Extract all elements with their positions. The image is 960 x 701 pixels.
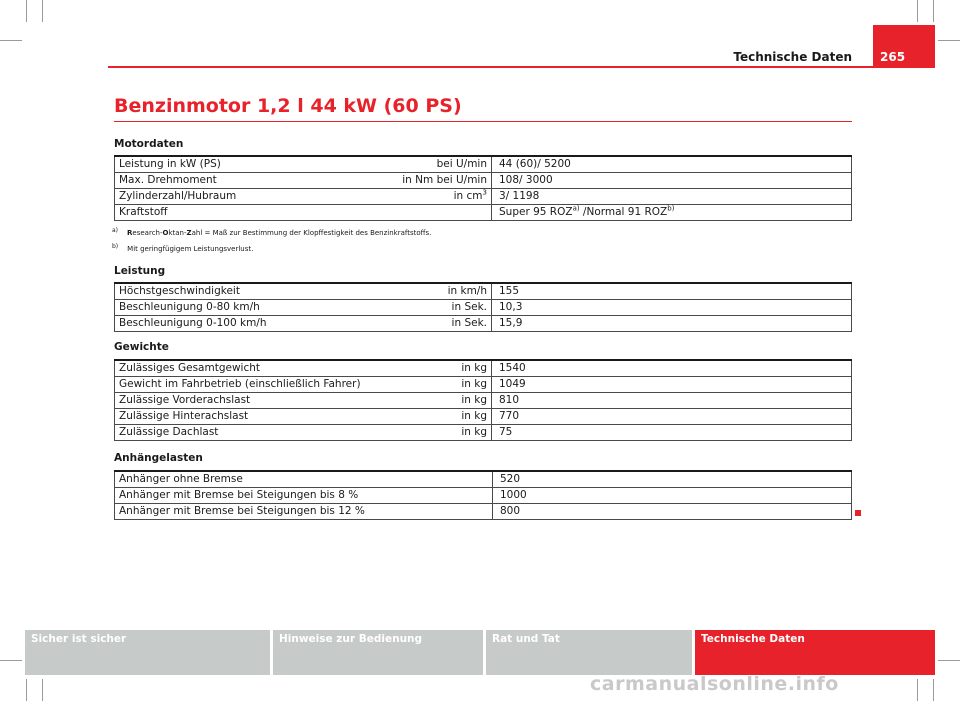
row-value: 810	[492, 393, 852, 409]
footnote-bold: Z	[186, 229, 192, 237]
crop-mark	[42, 0, 43, 22]
motordaten-table	[114, 155, 852, 221]
row-label: Anhänger mit Bremse bei Steigungen bis 8 %	[115, 488, 493, 504]
row-unit: bei U/min	[363, 156, 492, 173]
row-unit: in kg	[363, 377, 492, 393]
footnote-mark: a)	[112, 226, 119, 234]
row-label: Beschleunigung 0-80 km/h	[115, 300, 364, 316]
page-title: Benzinmotor 1,2 l 44 kW (60 PS)	[114, 95, 462, 117]
row-label: Zulässige Vorderachslast	[115, 393, 364, 409]
row-value	[492, 205, 852, 221]
header-rule	[108, 66, 873, 68]
row-value: 108/ 3000	[492, 173, 852, 189]
section-heading-motordaten: Motordaten	[114, 138, 184, 150]
row-label: Zylinderzahl/Hubraum	[115, 189, 364, 205]
table-row	[115, 377, 852, 393]
row-label: Kraftstoff	[115, 205, 364, 221]
unit-superscript: 3	[482, 188, 487, 197]
section-heading-gewichte: Gewichte	[114, 341, 169, 353]
row-unit: in kg	[363, 409, 492, 425]
row-label: Zulässige Hinterachslast	[115, 409, 364, 425]
crop-mark	[42, 679, 43, 701]
table-row	[115, 360, 852, 377]
table-row	[115, 425, 852, 441]
anhaengelasten-table	[114, 470, 852, 520]
footnote-bold: R	[127, 229, 133, 237]
row-unit: in Sek.	[363, 300, 492, 316]
crop-mark	[26, 679, 27, 701]
gewichte-table	[114, 359, 852, 441]
row-label: Zulässiges Gesamtgewicht	[115, 360, 364, 377]
table-row	[115, 283, 852, 300]
crop-mark	[938, 660, 960, 661]
table-row	[115, 205, 852, 221]
footnote-text: ktan-	[168, 229, 187, 237]
footnote-mark: b)	[112, 242, 119, 250]
row-label: Beschleunigung 0-100 km/h	[115, 316, 364, 332]
footnote-bold: O	[162, 229, 169, 237]
section-end-marker	[855, 510, 861, 516]
tab-rat-und-tat[interactable]: Rat und Tat	[486, 630, 692, 675]
row-unit: in km/h	[363, 283, 492, 300]
crop-mark	[917, 0, 918, 22]
table-row	[115, 173, 852, 189]
row-value: 800	[493, 504, 852, 520]
unit-text: in cm	[453, 190, 483, 202]
table-row	[115, 504, 852, 520]
row-unit	[363, 205, 492, 221]
row-value: 10,3	[492, 300, 852, 316]
tab-technische-daten[interactable]: Technische Daten	[695, 630, 935, 675]
table-row	[115, 316, 852, 332]
row-unit: in kg	[363, 360, 492, 377]
tab-hinweise-zur-bedienung[interactable]: Hinweise zur Bedienung	[273, 630, 483, 675]
crop-mark	[933, 679, 934, 701]
title-rule	[114, 121, 852, 122]
row-value: 44 (60)/ 5200	[492, 156, 852, 173]
crop-mark	[933, 0, 934, 22]
crop-mark	[938, 40, 960, 41]
section-heading-anhaengelasten: Anhängelasten	[114, 452, 203, 464]
row-value: 15,9	[492, 316, 852, 332]
row-value: 770	[492, 409, 852, 425]
row-value: 520	[493, 471, 852, 488]
watermark: carmanualsonline.info	[590, 673, 839, 695]
row-label: Leistung in kW (PS)	[115, 156, 364, 173]
row-unit: in kg	[363, 425, 492, 441]
leistung-table	[114, 282, 852, 332]
table-row	[115, 300, 852, 316]
row-label: Max. Drehmoment	[115, 173, 364, 189]
row-label: Zulässige Dachlast	[115, 425, 364, 441]
table-row	[115, 409, 852, 425]
crop-mark	[0, 40, 22, 41]
table-row	[115, 189, 852, 205]
footnote-text: Mit geringfügigem Leistungsverlust.	[127, 245, 254, 253]
row-label: Anhänger ohne Bremse	[115, 471, 493, 488]
row-value: 3/ 1198	[492, 189, 852, 205]
tab-sicher-ist-sicher[interactable]: Sicher ist sicher	[25, 630, 270, 675]
table-row	[115, 488, 852, 504]
footnote-b	[112, 242, 254, 253]
row-value: 155	[492, 283, 852, 300]
footnote-text: esearch-	[132, 229, 163, 237]
row-label: Gewicht im Fahrbetrieb (einschließlich Fahrer)	[115, 377, 364, 393]
footnote-text: ahl = Maß zur Bestimmung der Klopffestigkeit des Benzinkraftstoffs.	[191, 229, 432, 237]
row-value: 1000	[493, 488, 852, 504]
footnote-ref-a: a)	[572, 204, 580, 213]
crop-mark	[0, 660, 22, 661]
crop-mark	[26, 0, 27, 22]
row-value: 75	[492, 425, 852, 441]
fuel-value-2: /Normal 91 ROZ	[579, 206, 668, 218]
row-unit: in kg	[363, 393, 492, 409]
section-heading-leistung: Leistung	[114, 265, 166, 277]
row-value: 1049	[492, 377, 852, 393]
fuel-value-1: Super 95 ROZ	[499, 206, 573, 218]
footnote-a	[112, 226, 432, 237]
row-unit	[363, 189, 492, 205]
page-number: 265	[873, 25, 935, 68]
table-row	[115, 471, 852, 488]
row-label: Höchstgeschwindigkeit	[115, 283, 364, 300]
table-row	[115, 393, 852, 409]
table-row	[115, 156, 852, 173]
crop-mark	[917, 679, 918, 701]
row-label: Anhänger mit Bremse bei Steigungen bis 12 %	[115, 504, 493, 520]
header-title: Technische Daten	[733, 50, 852, 64]
row-unit: in Nm bei U/min	[363, 173, 492, 189]
row-value: 1540	[492, 360, 852, 377]
footnote-ref-b: b)	[667, 204, 675, 213]
row-unit: in Sek.	[363, 316, 492, 332]
